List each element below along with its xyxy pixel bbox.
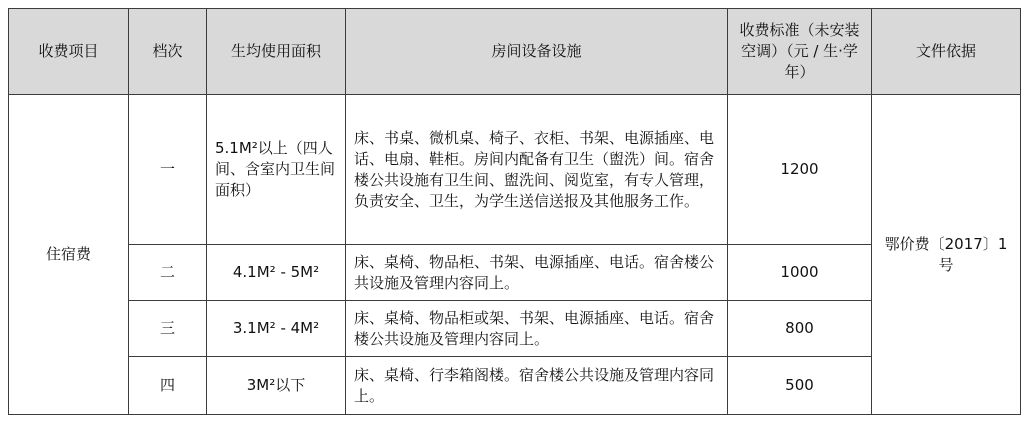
area-cell bbox=[207, 95, 346, 245]
header-fee-item: 收费项目 bbox=[9, 9, 129, 95]
table-row bbox=[9, 301, 1021, 357]
header-fee-standard: 收费标准（未安装空调）（元 / 生·学年） bbox=[728, 9, 872, 95]
facilities-cell bbox=[346, 95, 728, 245]
fee-table-container bbox=[8, 8, 1021, 415]
header-level: 档次 bbox=[129, 9, 207, 95]
facilities-cell bbox=[346, 245, 728, 301]
facilities-cell bbox=[346, 357, 728, 415]
table-row bbox=[9, 245, 1021, 301]
basis-cell: 鄂价费〔2017〕1号 bbox=[872, 95, 1021, 415]
area-cell: 4.1M² - 5M² bbox=[207, 245, 346, 301]
accommodation-fee-table bbox=[8, 8, 1021, 415]
table-row bbox=[9, 357, 1021, 415]
header-basis: 文件依据 bbox=[872, 9, 1021, 95]
level-cell: 一 bbox=[129, 95, 207, 245]
area-cell: 3.1M² - 4M² bbox=[207, 301, 346, 357]
header-area: 生均使用面积 bbox=[207, 9, 346, 95]
area-cell: 3M²以下 bbox=[207, 357, 346, 415]
level-cell: 三 bbox=[129, 301, 207, 357]
table-header-row bbox=[9, 9, 1021, 95]
area-text: 5.1M²以上（四人间、含室内卫生间面积） bbox=[215, 139, 336, 199]
facilities-text: 床、桌椅、物品柜、书架、电源插座、电话。宿舍楼公共设施及管理内容同上。 bbox=[354, 252, 715, 292]
table-row bbox=[9, 95, 1021, 245]
facilities-cell bbox=[346, 301, 728, 357]
fee-item-cell: 住宿费 bbox=[9, 95, 129, 415]
facilities-text: 床、桌椅、物品柜或架、书架、电源插座、电话。宿舍楼公共设施及管理内容同上。 bbox=[354, 308, 715, 348]
facilities-text: 床、桌椅、行李箱阁楼。宿舍楼公共设施及管理内容同上。 bbox=[354, 365, 715, 405]
level-cell: 二 bbox=[129, 245, 207, 301]
fee-cell: 1000 bbox=[728, 245, 872, 301]
fee-cell: 500 bbox=[728, 357, 872, 415]
header-facilities: 房间设备设施 bbox=[346, 9, 728, 95]
facilities-text: 床、书桌、微机桌、椅子、衣柜、书架、电源插座、电话、电扇、鞋柜。房间内配备有卫生（盥洗）间。宿舍楼公共设施有卫生间、盥洗间、阅览室，有专人管理，负责安全、卫生，为学生送信送报及其他服务工作。 bbox=[354, 128, 715, 210]
fee-cell: 800 bbox=[728, 301, 872, 357]
level-cell: 四 bbox=[129, 357, 207, 415]
fee-cell: 1200 bbox=[728, 95, 872, 245]
